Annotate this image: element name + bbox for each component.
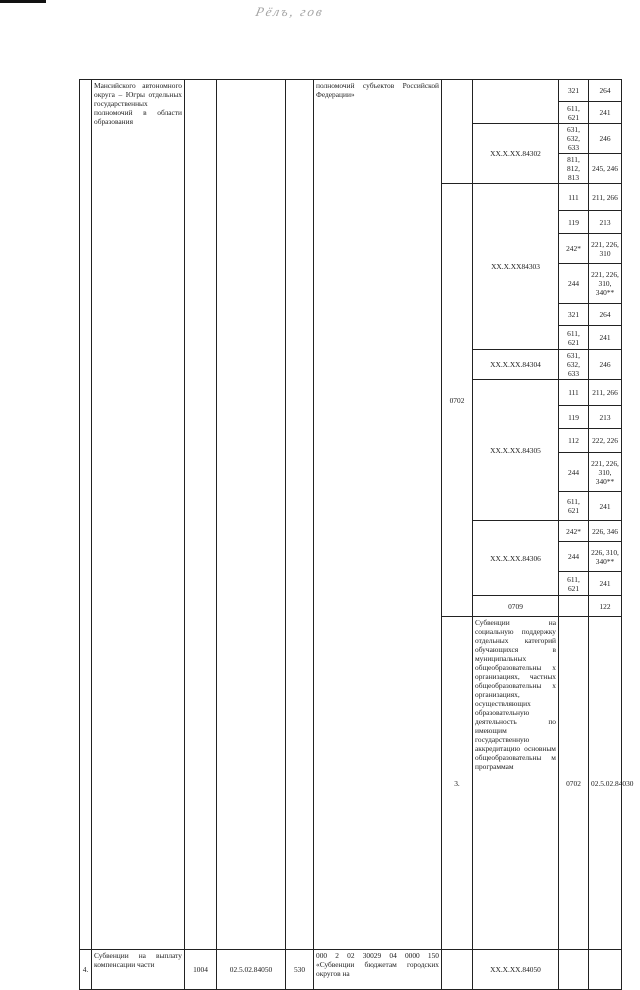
kvr-cell: 122 — [589, 596, 622, 617]
kosgu-cell: 211, 266 — [589, 184, 622, 211]
kosgu-cell: 241 — [589, 492, 622, 521]
kvr-cell: 244 — [559, 542, 589, 572]
kosgu-cell: 226, 346 — [589, 521, 622, 542]
kosgu-cell: 246 — [589, 124, 622, 154]
section2-cell — [442, 950, 473, 990]
section2-cell: 0709 — [473, 596, 559, 617]
vr-cell: 530 — [286, 950, 314, 990]
row-number-cell — [80, 80, 92, 950]
kosgu-cell: 245, 246 — [589, 154, 622, 184]
section2-cell — [442, 80, 473, 184]
kosgu-cell: 264 — [589, 304, 622, 326]
kvr-cell: 111 — [559, 184, 589, 211]
kvr-cell: 244 — [559, 264, 589, 304]
kosgu-cell — [589, 950, 622, 990]
code-cell: ХХ.Х.ХХ84303 — [473, 184, 559, 350]
kvr-cell: 321 — [559, 304, 589, 326]
row-name-cell: Субвенции на выплату компенсации части — [92, 950, 185, 990]
row-name-cell: Мансийского автономного округа – Югры отдельных государственных полномочий в области образования — [92, 80, 185, 950]
kvr-cell: 611, 621 — [559, 572, 589, 596]
kvr-cell: 631, 632, 633 — [559, 124, 589, 154]
row-number-cell: 4. — [80, 950, 92, 990]
target-cell — [217, 80, 286, 950]
kvr-cell: 321 — [559, 80, 589, 102]
kosgu-cell: 213 — [589, 406, 622, 429]
kvr-cell: 611, 621 — [559, 492, 589, 521]
kosgu-cell: 211, 266 — [589, 380, 622, 406]
kvr-cell: 111 — [559, 380, 589, 406]
kosgu-cell: 221, 226, 310, 340** — [589, 264, 622, 304]
kvr-cell: 631, 632, 633 — [559, 350, 589, 380]
kosgu-cell: 226, 310, 340** — [589, 542, 622, 572]
income-cell: полномочий субъектов Российской Федерации» — [314, 80, 442, 950]
kosgu-cell: 264 — [589, 80, 622, 102]
row-name-cell: Субвенции на социальную поддержку отдельных категорий обучающихся в муниципальных общеобразовательны х организациях, частных общеобразовательны х организациях, осуществляющих образовательную деятельность по имеющим государственную аккредитацию основным общеобразовательны м программам — [473, 617, 559, 950]
kvr-cell: 242* — [559, 521, 589, 542]
target-cell: 02.5.02.84050 — [217, 950, 286, 990]
row-number-cell: 3. — [442, 617, 473, 950]
kosgu-cell: 241 — [589, 326, 622, 350]
code-cell: ХХ.Х.ХХ.84302 — [473, 124, 559, 184]
section2-cell: 0702 — [442, 184, 473, 617]
code-cell: ХХ.Х.ХХ.84050 — [473, 950, 559, 990]
code-cell — [559, 596, 589, 617]
target-cell: 02.5.02.84030 — [589, 617, 622, 950]
kosgu-cell: 213 — [589, 211, 622, 234]
section-cell — [185, 80, 217, 950]
kvr-cell — [559, 950, 589, 990]
kosgu-cell: 221, 226, 310 — [589, 234, 622, 264]
kvr-cell: 611, 621 — [559, 102, 589, 124]
section-cell: 0702 — [559, 617, 589, 950]
code-cell — [473, 80, 559, 124]
budget-table — [79, 79, 634, 990]
section-cell: 1004 — [185, 950, 217, 990]
kvr-cell: 611, 621 — [559, 326, 589, 350]
kosgu-cell: 222, 226 — [589, 429, 622, 453]
stamp-mark: Рёлъ, гов — [254, 4, 326, 19]
kosgu-cell: 241 — [589, 102, 622, 124]
income-cell: 000 2 02 30029 04 0000 150 «Субвенции бюджетам городских округов на — [314, 950, 442, 990]
code-cell: ХХ.Х.ХХ.84306 — [473, 521, 559, 596]
code-cell: ХХ.Х.ХХ.84305 — [473, 380, 559, 521]
kosgu-cell: 246 — [589, 350, 622, 380]
vr-cell — [286, 80, 314, 950]
kvr-cell: 244 — [559, 453, 589, 492]
code-cell: ХХ.Х.ХХ.84304 — [473, 350, 559, 380]
kosgu-cell: 241 — [589, 572, 622, 596]
kvr-cell: 112 — [559, 429, 589, 453]
top-edge-mark — [0, 0, 46, 3]
kvr-cell: 119 — [559, 211, 589, 234]
kvr-cell: 242* — [559, 234, 589, 264]
kvr-cell: 811, 812, 813 — [559, 154, 589, 184]
kvr-cell: 119 — [559, 406, 589, 429]
kosgu-cell: 221, 226, 310, 340** — [589, 453, 622, 492]
